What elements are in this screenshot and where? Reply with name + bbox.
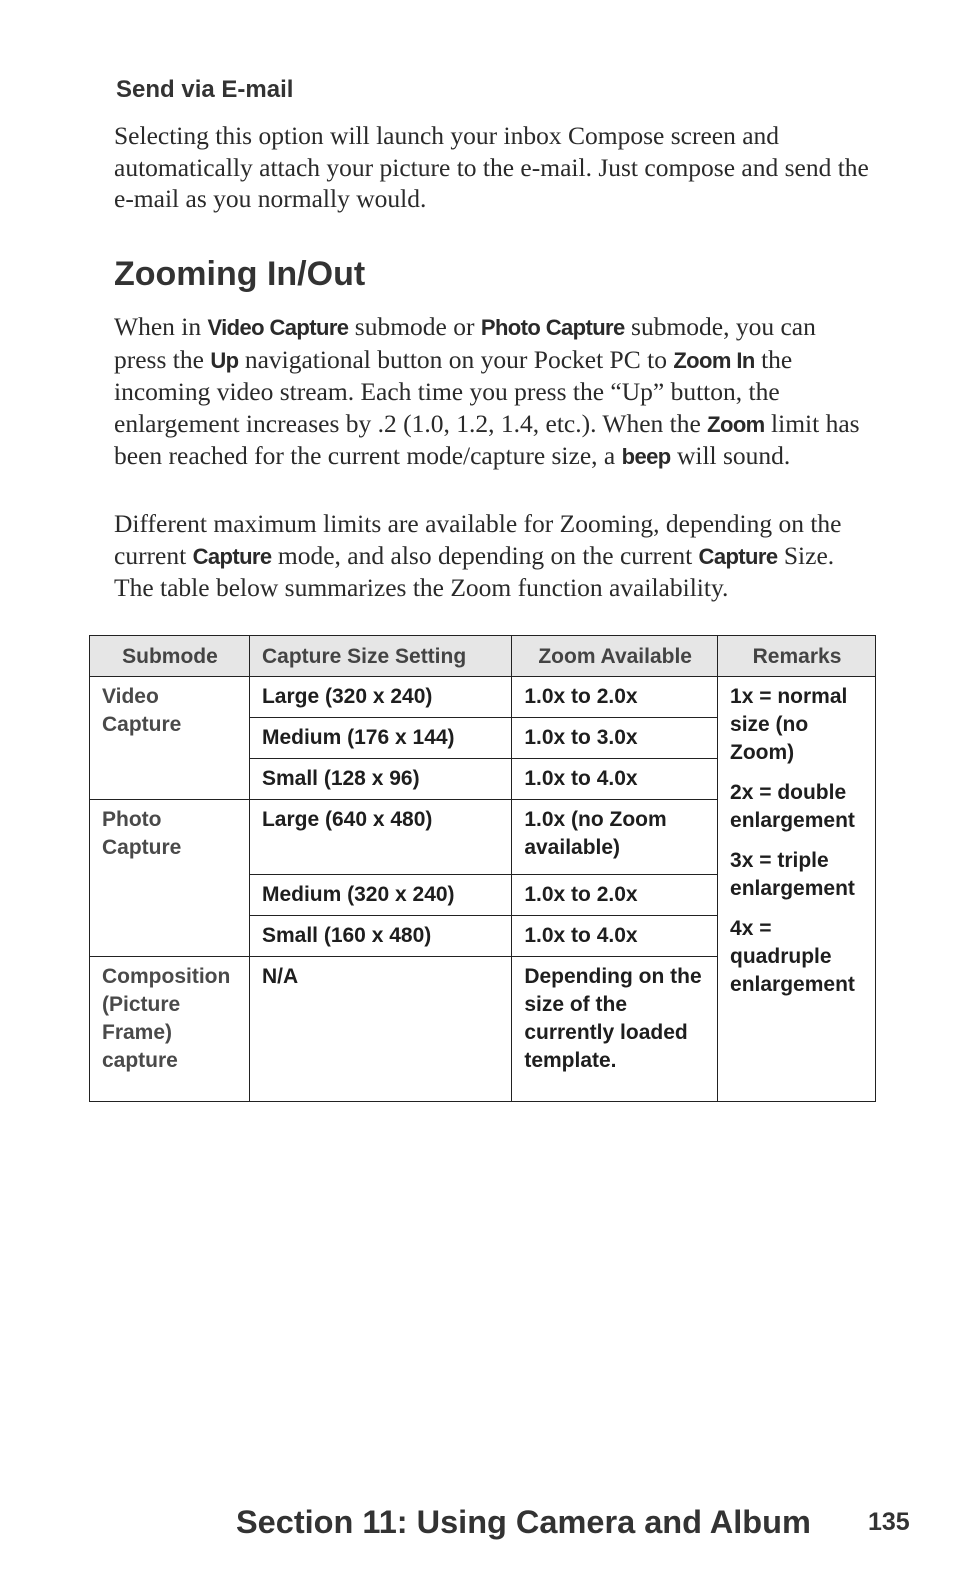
remark-item: 4x = quadruple enlargement (730, 917, 855, 996)
size-cell: Medium (320 x 240) (249, 875, 511, 916)
size-cell: N/A (249, 957, 511, 1102)
header-remarks: Remarks (718, 636, 876, 677)
page-number: 135 (868, 1508, 910, 1536)
submode-cell: Composition (Picture Frame) capture (90, 957, 250, 1102)
zoom-cell: 1.0x to 4.0x (512, 759, 718, 800)
header-zoom-available: Zoom Available (512, 636, 718, 677)
header-submode: Submode (90, 636, 250, 677)
zoom-cell: 1.0x to 2.0x (512, 677, 718, 718)
zoom-cell: 1.0x (no Zoom available) (512, 800, 718, 875)
remark-item: 3x = triple enlargement (730, 849, 855, 900)
term-photo-capture: Photo Capture (480, 315, 625, 340)
send-email-body: Selecting this option will launch your inbox Compose screen and automatically attach your picture to the e-mail. Just compose and send the e-mail as you normally would. (114, 121, 869, 213)
zoom-cell: Depending on the size of the currently loaded template. (512, 957, 718, 1102)
size-cell: Small (128 x 96) (249, 759, 511, 800)
table-header-row (90, 636, 876, 677)
term-zoom-in: Zoom In (673, 347, 755, 373)
zooming-paragraph-2: Different maximum limits are available for Zooming, depending on the current Capture mode, and also depending on the current Capture Size. The table below summarizes the Zoom function availability. (114, 509, 842, 602)
term-zoom: Zoom (707, 411, 765, 437)
size-cell: Medium (176 x 144) (249, 718, 511, 759)
size-cell: Large (640 x 480) (249, 800, 511, 875)
term-video-capture: Video Capture (207, 315, 349, 340)
remark-item: 1x = normal size (no Zoom) (730, 685, 848, 764)
header-capture-size: Capture Size Setting (249, 636, 511, 677)
zoom-cell: 1.0x to 3.0x (512, 718, 718, 759)
zooming-heading: Zooming In/Out (114, 255, 366, 293)
term-beep: beep (621, 444, 671, 469)
table-row (90, 677, 876, 718)
remarks-cell (718, 677, 876, 1102)
term-capture: Capture (192, 543, 272, 569)
remark-item: 2x = double enlargement (730, 781, 855, 832)
term-capture: Capture (698, 543, 778, 569)
term-up: Up (210, 347, 239, 373)
send-email-heading: Send via E-mail (116, 76, 294, 103)
submode-cell: Video Capture (90, 677, 250, 800)
zoom-availability-table (89, 635, 876, 1102)
zooming-paragraph-1: When in Video Capture submode or Photo Capture submode, you can press the Up navigational button on your Pocket PC to Zoom In the incoming video stream. Each time you press the “Up” button, the enlargement increases by .2 (1.0, 1.2, 1.4, etc.). When the Zoom limit has been reached for the current mode/capture size, a beep will sound. (114, 312, 860, 470)
zoom-cell: 1.0x to 2.0x (512, 875, 718, 916)
submode-cell: Photo Capture (90, 800, 250, 957)
size-cell: Small (160 x 480) (249, 916, 511, 957)
footer-section-title: Section 11: Using Camera and Album (236, 1504, 811, 1540)
zoom-cell: 1.0x to 4.0x (512, 916, 718, 957)
size-cell: Large (320 x 240) (249, 677, 511, 718)
